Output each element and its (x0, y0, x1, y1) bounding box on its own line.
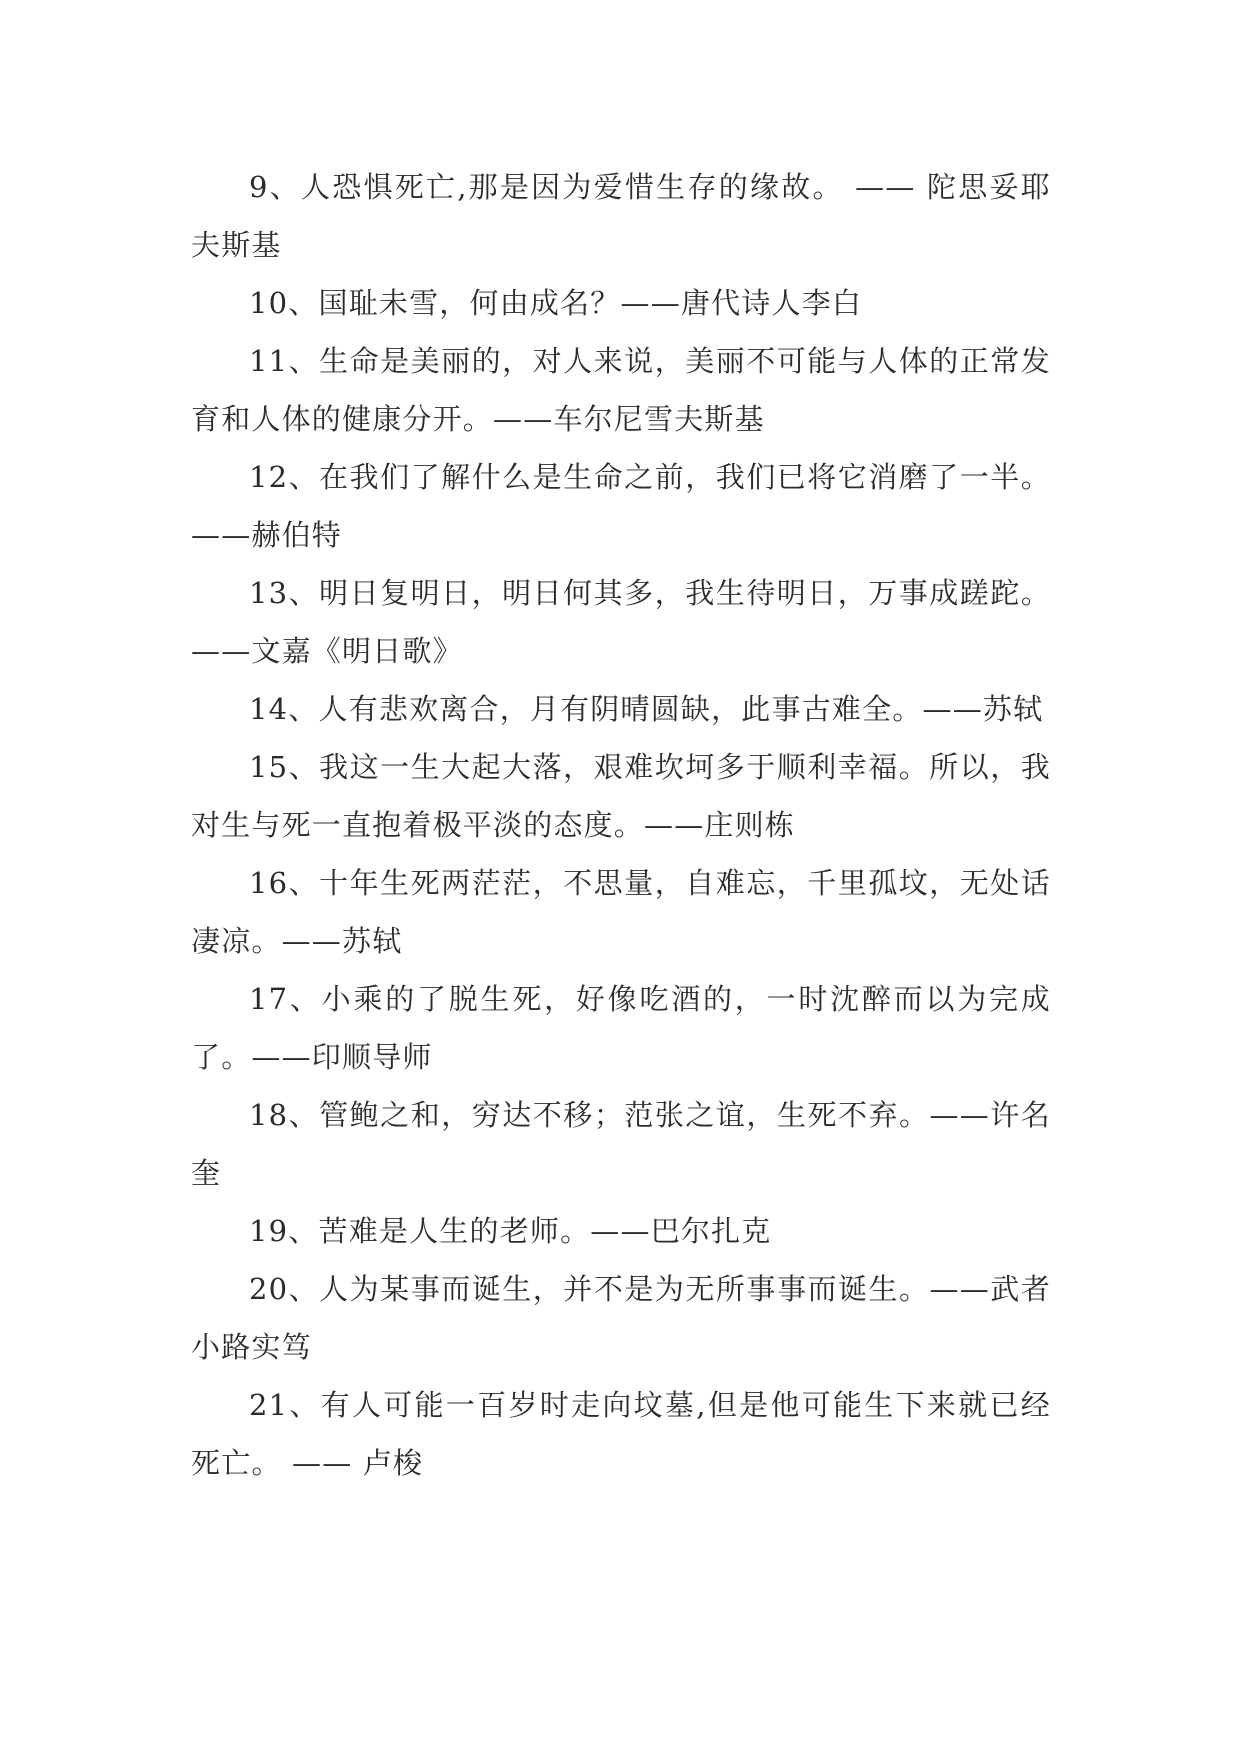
quote-item: 12、在我们了解什么是生命之前，我们已将它消磨了一半。——赫伯特 (191, 460, 1051, 552)
quote-item: 17、小乘的了脱生死，好像吃酒的，一时沈醉而以为完成了。——印顺导师 (191, 982, 1051, 1074)
quote-item: 21、有人可能一百岁时走向坟墓,但是他可能生下来就已经死亡。 —— 卢梭 (191, 1388, 1051, 1480)
quote-item: 13、明日复明日，明日何其多，我生待明日，万事成蹉跎。——文嘉《明日歌》 (191, 576, 1051, 668)
quote-item: 16、十年生死两茫茫，不思量，自难忘，千里孤坟，无处话凄凉。——苏轼 (191, 866, 1051, 958)
quote-list (191, 158, 1051, 1492)
quote-item: 11、生命是美丽的，对人来说，美丽不可能与人体的正常发育和人体的健康分开。——车尔尼雪夫斯基 (191, 344, 1051, 436)
quote-item: 14、人有悲欢离合，月有阴晴圆缺，此事古难全。——苏轼 (249, 692, 1044, 726)
quote-item: 10、国耻未雪，何由成名？——唐代诗人李白 (249, 286, 863, 320)
quote-item: 19、苦难是人生的老师。——巴尔扎克 (249, 1214, 772, 1248)
quote-item: 15、我这一生大起大落，艰难坎坷多于顺利幸福。所以，我对生与死一直抱着极平淡的态度。——庄则栋 (191, 750, 1051, 842)
quote-item: 9、人恐惧死亡,那是因为爱惜生存的缘故。 —— 陀思妥耶夫斯基 (191, 170, 1051, 262)
quote-item: 20、人为某事而诞生，并不是为无所事事而诞生。——武者小路实笃 (191, 1272, 1051, 1364)
quote-item: 18、管鲍之和，穷达不移；范张之谊，生死不弃。——许名奎 (191, 1098, 1051, 1190)
